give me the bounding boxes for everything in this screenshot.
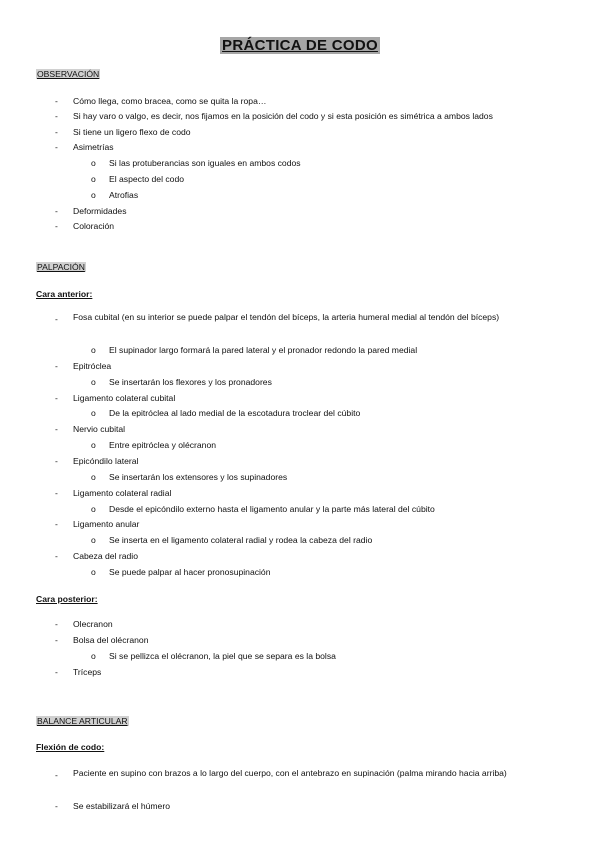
dash-marker: -: [55, 619, 58, 629]
bullet-marker: o: [91, 535, 96, 545]
list-item: Bolsa del olécranon: [73, 635, 149, 645]
dash-marker: -: [55, 361, 58, 371]
list-item: Ligamento colateral radial: [73, 488, 172, 498]
dash-marker: -: [55, 221, 58, 231]
sub-list-item: Atrofias: [109, 190, 139, 200]
bullet-marker: o: [91, 158, 96, 168]
list-item: Epitróclea: [73, 361, 112, 371]
dash-marker: -: [55, 456, 58, 466]
list-item: Cómo llega, como bracea, como se quita la ropa…: [73, 96, 267, 106]
list-item: Tríceps: [73, 667, 102, 677]
bullet-marker: o: [91, 440, 96, 450]
dash-marker: -: [55, 206, 58, 216]
list-item: Si tiene un ligero flexo de codo: [73, 127, 191, 137]
sub-list-item: De la epitróclea al lado medial de la escotadura troclear del cúbito: [109, 408, 361, 418]
sub-list-item: Entre epitróclea y olécranon: [109, 440, 217, 450]
dash-marker: -: [55, 551, 58, 561]
list-item: Ligamento colateral cubital: [73, 393, 176, 403]
bullet-marker: o: [91, 567, 96, 577]
bullet-marker: o: [91, 174, 96, 184]
dash-marker: -: [55, 127, 58, 137]
section-heading-balance-articular: BALANCE ARTICULAR: [37, 716, 128, 726]
sub-list-item: Se puede palpar al hacer pronosupinación: [109, 567, 271, 577]
dash-marker: -: [55, 111, 58, 121]
list-item: Paciente en supino con brazos a lo largo del cuerpo, con el antebrazo en supinación (palma mirando hacia arriba): [73, 768, 507, 778]
bullet-marker: o: [91, 377, 96, 387]
dash-marker: -: [55, 801, 58, 811]
list-item: Se estabilizará el húmero: [73, 801, 170, 811]
list-item: Deformidades: [73, 206, 127, 216]
list-item: Cabeza del radio: [73, 551, 138, 561]
sub-list-item: Se insertarán los flexores y los pronadores: [109, 377, 272, 387]
sub-list-item: El supinador largo formará la pared lateral y el pronador redondo la pared medial: [109, 345, 418, 355]
bullet-marker: o: [91, 408, 96, 418]
dash-marker: -: [55, 770, 58, 780]
subheading-cara-posterior: Cara posterior:: [36, 594, 98, 604]
subheading-flexion-de-codo: Flexión de codo:: [36, 742, 105, 752]
dash-marker: -: [55, 142, 58, 152]
bullet-marker: o: [91, 651, 96, 661]
sub-list-item: Si las protuberancias son iguales en ambos codos: [109, 158, 301, 168]
dash-marker: -: [55, 667, 58, 677]
bullet-marker: o: [91, 504, 96, 514]
list-item: Olecranon: [73, 619, 113, 629]
list-item: Epicóndilo lateral: [73, 456, 139, 466]
section-heading-observacion: OBSERVACIÓN: [37, 69, 100, 79]
dash-marker: -: [55, 424, 58, 434]
list-item: Nervio cubital: [73, 424, 126, 434]
list-item: Coloración: [73, 221, 115, 231]
subheading-cara-anterior: Cara anterior:: [36, 289, 93, 299]
document-title: PRÁCTICA DE CODO: [222, 37, 378, 54]
list-item: Fosa cubital (en su interior se puede palpar el tendón del bíceps, la arteria humeral medial al tendón del bíceps): [73, 312, 500, 322]
sub-list-item: Se inserta en el ligamento colateral radial y rodea la cabeza del radio: [109, 535, 373, 545]
sub-list-item: Se insertarán los extensores y los supinadores: [109, 472, 288, 482]
dash-marker: -: [55, 96, 58, 106]
dash-marker: -: [55, 314, 58, 324]
bullet-marker: o: [91, 472, 96, 482]
list-item: Asimetrías: [73, 142, 114, 152]
dash-marker: -: [55, 488, 58, 498]
list-item: Ligamento anular: [73, 519, 140, 529]
dash-marker: -: [55, 393, 58, 403]
dash-marker: -: [55, 519, 58, 529]
list-item: Si hay varo o valgo, es decir, nos fijamos en la posición del codo y si esta posición es simétrica a ambos lados: [73, 111, 493, 121]
dash-marker: -: [55, 635, 58, 645]
sub-list-item: El aspecto del codo: [109, 174, 185, 184]
bullet-marker: o: [91, 190, 96, 200]
sub-list-item: Si se pellizca el olécranon, la piel que se separa es la bolsa: [109, 651, 336, 661]
sub-list-item: Desde el epicóndilo externo hasta el ligamento anular y la parte más lateral del cúbito: [109, 504, 435, 514]
section-heading-palpacion: PALPACIÓN: [37, 262, 85, 272]
bullet-marker: o: [91, 345, 96, 355]
